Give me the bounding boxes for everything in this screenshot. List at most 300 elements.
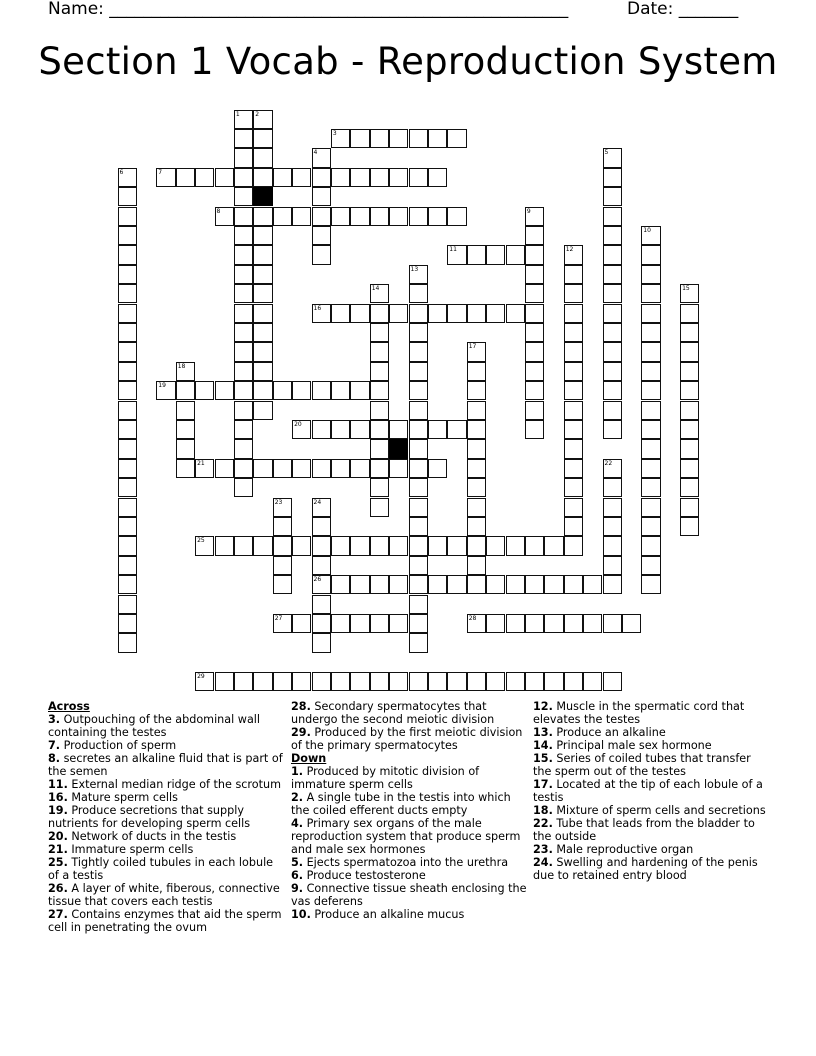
grid-cell[interactable] [409,556,428,575]
grid-cell[interactable] [525,536,544,555]
grid-cell[interactable] [195,672,214,691]
grid-cell[interactable] [564,672,583,691]
grid-cell[interactable] [292,614,311,633]
grid-cell[interactable] [215,672,234,691]
grid-cell[interactable] [234,129,253,148]
grid-cell[interactable] [409,575,428,594]
grid-cell[interactable] [118,633,137,652]
grid-cell[interactable] [641,226,660,245]
grid-cell[interactable] [428,672,447,691]
grid-cell[interactable] [370,207,389,226]
grid-cell[interactable] [564,439,583,458]
grid-cell[interactable] [389,575,408,594]
grid-cell[interactable] [409,633,428,652]
grid-cell[interactable] [603,517,622,536]
grid-cell[interactable] [428,129,447,148]
grid-cell[interactable] [215,536,234,555]
grid-cell[interactable] [273,459,292,478]
grid-cell[interactable] [428,420,447,439]
grid-cell[interactable] [118,401,137,420]
grid-cell[interactable] [331,381,350,400]
grid-cell[interactable] [234,110,253,129]
grid-cell[interactable] [428,168,447,187]
grid-cell[interactable] [312,536,331,555]
grid-cell[interactable] [118,517,137,536]
grid-cell[interactable] [234,304,253,323]
grid-cell[interactable] [622,614,641,633]
grid-cell[interactable] [680,323,699,342]
grid-cell[interactable] [409,517,428,536]
grid-cell[interactable] [603,420,622,439]
name-field-label[interactable]: Name: ______________________________________________________ [48,0,569,19]
grid-cell[interactable] [467,245,486,264]
grid-cell[interactable] [641,420,660,439]
grid-cell[interactable] [176,420,195,439]
grid-cell[interactable] [603,614,622,633]
grid-cell[interactable] [467,459,486,478]
grid-cell[interactable] [253,304,272,323]
grid-cell[interactable] [409,420,428,439]
grid-cell[interactable] [331,207,350,226]
grid-cell[interactable] [253,362,272,381]
grid-cell[interactable] [409,478,428,497]
grid-cell[interactable] [680,362,699,381]
grid-cell[interactable] [409,342,428,361]
grid-cell[interactable] [603,226,622,245]
grid-cell[interactable] [467,478,486,497]
grid-cell[interactable] [312,148,331,167]
grid-cell[interactable] [389,614,408,633]
grid-cell[interactable] [312,245,331,264]
grid-cell[interactable] [273,575,292,594]
grid-cell[interactable] [156,168,175,187]
grid-cell[interactable] [118,459,137,478]
grid-cell[interactable] [486,575,505,594]
grid-cell[interactable] [312,575,331,594]
grid-cell[interactable] [409,207,428,226]
grid-cell[interactable] [118,342,137,361]
grid-cell[interactable] [525,420,544,439]
grid-cell[interactable] [603,168,622,187]
grid-cell[interactable] [525,245,544,264]
grid-cell[interactable] [680,478,699,497]
grid-cell[interactable] [467,575,486,594]
grid-cell[interactable] [118,226,137,245]
grid-cell[interactable] [680,284,699,303]
grid-cell[interactable] [564,536,583,555]
grid-cell[interactable] [564,575,583,594]
date-field-label[interactable]: Date: _______ [627,0,739,19]
grid-cell[interactable] [370,362,389,381]
grid-cell[interactable] [350,575,369,594]
grid-cell[interactable] [118,304,137,323]
grid-cell[interactable] [641,381,660,400]
grid-cell[interactable] [215,207,234,226]
grid-cell[interactable] [428,304,447,323]
grid-cell[interactable] [564,362,583,381]
grid-cell[interactable] [118,478,137,497]
grid-cell[interactable] [389,129,408,148]
grid-cell[interactable] [447,536,466,555]
grid-cell[interactable] [428,536,447,555]
grid-cell[interactable] [389,459,408,478]
grid-cell[interactable] [603,478,622,497]
grid-cell[interactable] [603,207,622,226]
grid-cell[interactable] [118,498,137,517]
grid-cell[interactable] [603,284,622,303]
grid-cell[interactable] [409,439,428,458]
grid-cell[interactable] [273,168,292,187]
grid-cell[interactable] [467,672,486,691]
grid-cell[interactable] [641,459,660,478]
grid-cell[interactable] [409,498,428,517]
grid-cell[interactable] [409,265,428,284]
grid-cell[interactable] [253,672,272,691]
grid-cell[interactable] [447,672,466,691]
grid-cell[interactable] [409,459,428,478]
grid-cell[interactable] [409,304,428,323]
grid-cell[interactable] [486,672,505,691]
grid-cell[interactable] [118,439,137,458]
grid-cell[interactable] [234,536,253,555]
grid-cell[interactable] [350,536,369,555]
grid-cell[interactable] [564,614,583,633]
grid-cell[interactable] [292,207,311,226]
grid-cell[interactable] [215,168,234,187]
grid-cell[interactable] [564,420,583,439]
grid-cell[interactable] [331,536,350,555]
grid-cell[interactable] [176,362,195,381]
grid-cell[interactable] [350,129,369,148]
grid-cell[interactable] [525,323,544,342]
grid-cell[interactable] [234,672,253,691]
grid-cell[interactable] [603,575,622,594]
grid-cell[interactable] [292,168,311,187]
grid-cell[interactable] [215,381,234,400]
grid-cell[interactable] [564,401,583,420]
grid-cell[interactable] [583,672,602,691]
grid-cell[interactable] [409,614,428,633]
grid-cell[interactable] [525,401,544,420]
grid-cell[interactable] [118,284,137,303]
grid-cell[interactable] [525,614,544,633]
grid-cell[interactable] [350,614,369,633]
grid-cell[interactable] [176,439,195,458]
grid-cell[interactable] [447,575,466,594]
grid-cell[interactable] [312,168,331,187]
grid-cell[interactable] [467,536,486,555]
grid-cell[interactable] [544,575,563,594]
grid-cell[interactable] [370,129,389,148]
grid-cell[interactable] [680,304,699,323]
grid-cell[interactable] [350,459,369,478]
grid-cell[interactable] [409,284,428,303]
grid-cell[interactable] [118,362,137,381]
grid-cell[interactable] [312,304,331,323]
grid-cell[interactable] [312,633,331,652]
grid-cell[interactable] [467,498,486,517]
grid-cell[interactable] [234,148,253,167]
grid-cell[interactable] [428,207,447,226]
grid-cell[interactable] [292,420,311,439]
grid-cell[interactable] [603,381,622,400]
grid-cell[interactable] [234,284,253,303]
grid-cell[interactable] [506,672,525,691]
grid-cell[interactable] [641,575,660,594]
grid-cell[interactable] [564,381,583,400]
grid-cell[interactable] [195,459,214,478]
grid-cell[interactable] [544,672,563,691]
grid-cell[interactable] [350,168,369,187]
grid-cell[interactable] [680,420,699,439]
grid-cell[interactable] [525,284,544,303]
grid-cell[interactable] [370,304,389,323]
grid-cell[interactable] [312,517,331,536]
grid-cell[interactable] [641,323,660,342]
grid-cell[interactable] [195,536,214,555]
grid-cell[interactable] [176,168,195,187]
grid-cell[interactable] [641,304,660,323]
grid-cell[interactable] [292,381,311,400]
grid-cell[interactable] [292,459,311,478]
grid-cell[interactable] [370,672,389,691]
grid-cell[interactable] [641,265,660,284]
grid-cell[interactable] [641,362,660,381]
grid-cell[interactable] [525,672,544,691]
grid-cell[interactable] [350,207,369,226]
grid-cell[interactable] [564,342,583,361]
grid-cell[interactable] [680,381,699,400]
grid-cell[interactable] [292,536,311,555]
grid-cell[interactable] [389,168,408,187]
grid-cell[interactable] [680,401,699,420]
grid-cell[interactable] [234,381,253,400]
grid-cell[interactable] [486,245,505,264]
grid-cell[interactable] [273,672,292,691]
grid-cell[interactable] [253,323,272,342]
grid-cell[interactable] [641,478,660,497]
grid-cell[interactable] [603,304,622,323]
grid-cell[interactable] [234,459,253,478]
grid-cell[interactable] [564,245,583,264]
grid-cell[interactable] [156,381,175,400]
grid-cell[interactable] [564,517,583,536]
grid-cell[interactable] [603,362,622,381]
grid-cell[interactable] [350,381,369,400]
grid-cell[interactable] [331,672,350,691]
grid-cell[interactable] [234,478,253,497]
grid-cell[interactable] [525,207,544,226]
grid-cell[interactable] [467,614,486,633]
grid-cell[interactable] [273,556,292,575]
grid-cell[interactable] [273,614,292,633]
grid-cell[interactable] [370,439,389,458]
grid-cell[interactable] [312,420,331,439]
grid-cell[interactable] [603,148,622,167]
grid-cell[interactable] [253,459,272,478]
grid-cell[interactable] [118,575,137,594]
grid-cell[interactable] [253,245,272,264]
grid-cell[interactable] [486,614,505,633]
grid-cell[interactable] [583,614,602,633]
grid-cell[interactable] [370,284,389,303]
grid-cell[interactable] [409,362,428,381]
grid-cell[interactable] [506,575,525,594]
grid-cell[interactable] [680,517,699,536]
grid-cell[interactable] [370,401,389,420]
grid-cell[interactable] [447,420,466,439]
grid-cell[interactable] [641,284,660,303]
grid-cell[interactable] [486,304,505,323]
grid-cell[interactable] [312,672,331,691]
grid-cell[interactable] [467,556,486,575]
grid-cell[interactable] [370,323,389,342]
grid-cell[interactable] [331,168,350,187]
grid-cell[interactable] [253,381,272,400]
grid-cell[interactable] [370,536,389,555]
grid-cell[interactable] [544,536,563,555]
grid-cell[interactable] [525,226,544,245]
grid-cell[interactable] [176,381,195,400]
grid-cell[interactable] [506,614,525,633]
grid-cell[interactable] [370,420,389,439]
grid-cell[interactable] [525,575,544,594]
grid-cell[interactable] [428,459,447,478]
grid-cell[interactable] [525,304,544,323]
grid-cell[interactable] [350,304,369,323]
grid-cell[interactable] [603,401,622,420]
grid-cell[interactable] [253,536,272,555]
grid-cell[interactable] [118,323,137,342]
grid-cell[interactable] [234,342,253,361]
grid-cell[interactable] [641,245,660,264]
grid-cell[interactable] [370,575,389,594]
grid-cell[interactable] [195,168,214,187]
grid-cell[interactable] [544,614,563,633]
grid-cell[interactable] [409,168,428,187]
grid-cell[interactable] [467,342,486,361]
grid-cell[interactable] [312,207,331,226]
grid-cell[interactable] [350,672,369,691]
grid-cell[interactable] [564,284,583,303]
grid-cell[interactable] [234,207,253,226]
grid-cell[interactable] [215,459,234,478]
grid-cell[interactable] [370,342,389,361]
grid-cell[interactable] [486,536,505,555]
grid-cell[interactable] [409,536,428,555]
grid-cell[interactable] [409,401,428,420]
grid-cell[interactable] [234,401,253,420]
grid-cell[interactable] [118,381,137,400]
grid-cell[interactable] [467,439,486,458]
grid-cell[interactable] [389,536,408,555]
grid-cell[interactable] [253,401,272,420]
grid-cell[interactable] [603,556,622,575]
grid-cell[interactable] [350,420,369,439]
grid-cell[interactable] [118,614,137,633]
grid-cell[interactable] [331,304,350,323]
grid-cell[interactable] [370,498,389,517]
grid-cell[interactable] [409,381,428,400]
grid-cell[interactable] [680,498,699,517]
grid-cell[interactable] [603,672,622,691]
grid-cell[interactable] [273,207,292,226]
grid-cell[interactable] [564,265,583,284]
grid-cell[interactable] [118,187,137,206]
grid-cell[interactable] [370,614,389,633]
grid-cell[interactable] [409,672,428,691]
grid-cell[interactable] [603,342,622,361]
grid-cell[interactable] [506,536,525,555]
grid-cell[interactable] [331,459,350,478]
grid-cell[interactable] [312,614,331,633]
grid-cell[interactable] [176,401,195,420]
grid-cell[interactable] [312,498,331,517]
grid-cell[interactable] [195,381,214,400]
grid-cell[interactable] [234,420,253,439]
grid-cell[interactable] [447,245,466,264]
grid-cell[interactable] [253,207,272,226]
grid-cell[interactable] [603,498,622,517]
grid-cell[interactable] [234,265,253,284]
grid-cell[interactable] [118,556,137,575]
grid-cell[interactable] [467,362,486,381]
grid-cell[interactable] [273,498,292,517]
grid-cell[interactable] [273,517,292,536]
grid-cell[interactable] [312,459,331,478]
grid-cell[interactable] [603,536,622,555]
grid-cell[interactable] [292,672,311,691]
grid-cell[interactable] [564,459,583,478]
grid-cell[interactable] [176,459,195,478]
grid-cell[interactable] [641,401,660,420]
grid-cell[interactable] [253,168,272,187]
grid-cell[interactable] [564,323,583,342]
grid-cell[interactable] [389,304,408,323]
grid-cell[interactable] [409,323,428,342]
grid-cell[interactable] [234,245,253,264]
grid-cell[interactable] [506,245,525,264]
grid-cell[interactable] [603,323,622,342]
grid-cell[interactable] [428,575,447,594]
grid-cell[interactable] [641,498,660,517]
grid-cell[interactable] [389,420,408,439]
grid-cell[interactable] [234,362,253,381]
grid-cell[interactable] [331,129,350,148]
grid-cell[interactable] [409,129,428,148]
grid-cell[interactable] [680,459,699,478]
grid-cell[interactable] [603,245,622,264]
grid-cell[interactable] [525,362,544,381]
grid-cell[interactable] [253,226,272,245]
grid-cell[interactable] [312,226,331,245]
grid-cell[interactable] [312,595,331,614]
grid-cell[interactable] [603,187,622,206]
grid-cell[interactable] [447,304,466,323]
grid-cell[interactable] [253,284,272,303]
grid-cell[interactable] [641,517,660,536]
grid-cell[interactable] [331,575,350,594]
grid-cell[interactable] [253,129,272,148]
grid-cell[interactable] [447,129,466,148]
grid-cell[interactable] [389,207,408,226]
grid-cell[interactable] [234,187,253,206]
grid-cell[interactable] [118,265,137,284]
grid-cell[interactable] [273,536,292,555]
grid-cell[interactable] [564,478,583,497]
grid-cell[interactable] [331,420,350,439]
grid-cell[interactable] [467,401,486,420]
